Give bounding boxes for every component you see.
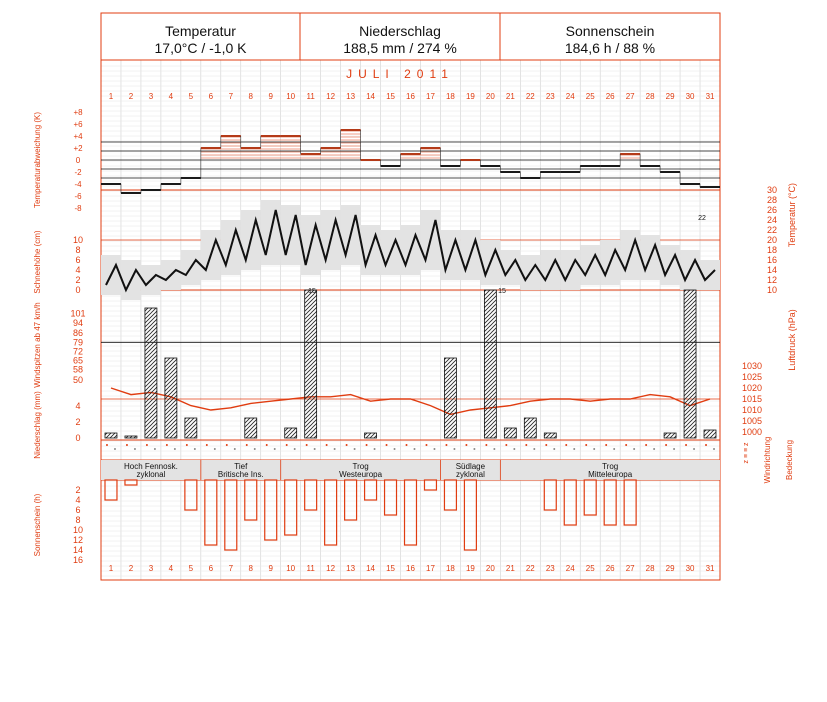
day-label-bottom: 12 <box>326 564 336 573</box>
wind-dot <box>406 444 408 446</box>
gust-tick: 50 <box>72 375 84 385</box>
cloud-dot <box>214 448 216 450</box>
sunshine-value: 184,6 h / 88 % <box>564 40 656 56</box>
temperature-tick: 20 <box>766 235 778 245</box>
temperature-tick: 24 <box>766 215 778 225</box>
cloud-dot <box>254 448 256 450</box>
wind-dot <box>346 444 348 446</box>
wind-dot <box>106 444 108 446</box>
wind-dot <box>166 444 168 446</box>
sunshine-bar <box>424 480 436 490</box>
wind-dot <box>126 444 128 446</box>
precip-tick: 0 <box>75 433 81 443</box>
temperature-label: Temperatur <box>165 23 236 39</box>
sunshine-tick: 4 <box>75 495 81 505</box>
weather-type-line1: Trog <box>352 462 369 471</box>
sunshine-bar <box>604 480 616 525</box>
pressure-tick: 1020 <box>741 383 763 393</box>
snow-tick: 10 <box>72 235 84 245</box>
sunshine-tick: 16 <box>72 555 84 565</box>
cloud-dot <box>533 448 535 450</box>
cloud-dot <box>374 448 376 450</box>
wind-dot <box>366 444 368 446</box>
weather-type-line2: zyklonal <box>136 470 166 479</box>
peak-label: 15 <box>498 288 506 295</box>
anomaly-outline <box>101 130 720 193</box>
weather-type-line2: Westeuropa <box>339 470 383 479</box>
day-label-bottom: 22 <box>525 564 535 573</box>
cloud-dot <box>274 448 276 450</box>
cloud-dot <box>673 448 675 450</box>
precip-bar <box>704 430 716 438</box>
day-label-bottom: 4 <box>168 564 174 573</box>
precip-bar <box>305 290 317 438</box>
snow-axis-label: Schneehöhe (cm) <box>33 230 42 294</box>
snow-tick: 4 <box>75 265 81 275</box>
day-label-bottom: 28 <box>645 564 655 573</box>
sunshine-tick: 2 <box>75 485 81 495</box>
day-label-bottom: 2 <box>128 564 134 573</box>
cloud-dot <box>693 448 695 450</box>
cloud-dot <box>553 448 555 450</box>
temperature-tick: 10 <box>766 285 778 295</box>
day-label-top: 11 <box>306 92 315 101</box>
day-label-top: 18 <box>445 92 455 101</box>
snow-tick: 0 <box>75 285 81 295</box>
wind-dot <box>206 444 208 446</box>
cloud-dot <box>493 448 495 450</box>
anomaly-tick: +2 <box>73 144 83 153</box>
precip-bar <box>684 290 696 438</box>
precip-tick: 2 <box>75 417 81 427</box>
anomaly-tick: -6 <box>74 192 82 201</box>
day-label-top: 15 <box>386 92 395 101</box>
sunshine-bar <box>365 480 377 500</box>
cloud-dot <box>653 448 655 450</box>
day-label-top: 13 <box>346 92 356 101</box>
day-label-top: 20 <box>485 92 495 101</box>
snow-tick: 6 <box>75 255 81 265</box>
cloud-dot <box>394 448 396 450</box>
peak-label: 22 <box>698 215 706 222</box>
day-label-top: 12 <box>326 92 336 101</box>
weather-type-line1: Trog <box>602 462 619 471</box>
sunshine-tick: 14 <box>72 545 84 555</box>
temperature-axis-label: Temperatur (°C) <box>787 182 797 248</box>
day-label-top: 1 <box>108 92 114 101</box>
wind-dot <box>226 444 228 446</box>
cloud-dot <box>633 448 635 450</box>
cloud-dot <box>194 448 196 450</box>
wind-dot <box>565 444 567 446</box>
precip-bar <box>664 433 676 438</box>
wind-dot <box>306 444 308 446</box>
precip-tick: 4 <box>75 401 81 411</box>
precip-bar <box>365 433 377 438</box>
wind-dot <box>645 444 647 446</box>
wind-dot <box>425 444 427 446</box>
sunshine-tick: 12 <box>72 535 84 545</box>
wind-dot <box>186 444 188 446</box>
day-label-bottom: 5 <box>188 564 194 573</box>
snow-tick: 2 <box>75 275 81 285</box>
sunshine-axis-label: Sonnenschein (h) <box>33 493 42 557</box>
sunshine-bar <box>444 480 456 510</box>
weather-type-line1: Hoch Fennosk. <box>124 462 178 471</box>
sunshine-bar <box>325 480 337 545</box>
wind-dot <box>625 444 627 446</box>
wind-dot <box>505 444 507 446</box>
sunshine-bar <box>385 480 397 515</box>
cloud-dot <box>573 448 575 450</box>
sunshine-bar <box>464 480 476 550</box>
wind-dot <box>685 444 687 446</box>
temperature-tick: 16 <box>766 255 778 265</box>
day-label-top: 4 <box>168 92 174 101</box>
wind-dot <box>146 444 148 446</box>
day-label-top: 2 <box>128 92 134 101</box>
sunshine-bar <box>185 480 197 510</box>
cloud-dot <box>593 448 595 450</box>
wind-dot <box>445 444 447 446</box>
wind-dot <box>286 444 288 446</box>
sunshine-bar <box>544 480 556 510</box>
temperature-tick: 22 <box>766 225 778 235</box>
wind-dot <box>266 444 268 446</box>
day-label-top: 31 <box>705 92 715 101</box>
day-label-top: 30 <box>685 92 695 101</box>
day-label-bottom: 26 <box>605 564 615 573</box>
day-label-top: 21 <box>505 92 515 101</box>
wind-dot <box>485 444 487 446</box>
day-label-bottom: 13 <box>346 564 356 573</box>
precip-bar <box>145 308 157 438</box>
weather-type-line2: Britische Ins. <box>217 470 264 479</box>
day-label-bottom: 29 <box>665 564 675 573</box>
precip-bar <box>185 418 197 438</box>
sunshine-bar <box>305 480 317 510</box>
sunshine-bar <box>285 480 297 535</box>
day-label-top: 28 <box>645 92 655 101</box>
day-label-bottom: 31 <box>705 564 715 573</box>
month-title: JULI 2011 <box>346 67 454 81</box>
wind-dot <box>585 444 587 446</box>
temperature-tick: 18 <box>766 245 778 255</box>
sunshine-bar <box>225 480 237 550</box>
pressure-tick: 1025 <box>741 372 763 382</box>
day-label-top: 14 <box>366 92 376 101</box>
day-label-top: 23 <box>545 92 555 101</box>
anomaly-tick: 0 <box>75 156 81 165</box>
peak-label: 15 <box>308 288 316 295</box>
precip-bar <box>444 358 456 438</box>
precipitation-label: Niederschlag <box>359 23 441 39</box>
cloud-dot <box>294 448 296 450</box>
cloud-dot <box>453 448 455 450</box>
precip-bar <box>484 290 496 438</box>
cloud-dot <box>174 448 176 450</box>
day-label-bottom: 3 <box>148 564 154 573</box>
weather-type-line1: Tief <box>234 462 248 471</box>
day-label-bottom: 23 <box>545 564 555 573</box>
cloud-dot <box>314 448 316 450</box>
sunshine-bar <box>584 480 596 515</box>
precip-bar <box>544 433 556 438</box>
day-label-top: 29 <box>665 92 675 101</box>
pressure-tick: 1000 <box>741 427 763 437</box>
cloud-dot <box>334 448 336 450</box>
cloud-dot <box>473 448 475 450</box>
precip-bar <box>285 428 297 438</box>
day-label-bottom: 6 <box>208 564 214 573</box>
precip-axis-label: Niederschlag (mm) <box>33 391 42 459</box>
precip-bar <box>125 436 137 438</box>
sunshine-bar <box>624 480 636 525</box>
day-label-bottom: 30 <box>685 564 695 573</box>
day-label-bottom: 27 <box>625 564 635 573</box>
cloud-dot <box>154 448 156 450</box>
wind-dot <box>545 444 547 446</box>
wind-dot <box>525 444 527 446</box>
cloud-dot <box>114 448 116 450</box>
precip-bar <box>245 418 257 438</box>
weather-type-line2: Mitteleuropa <box>588 470 633 479</box>
day-label-top: 24 <box>565 92 575 101</box>
day-label-top: 9 <box>268 92 273 101</box>
weather-type-line1: Südlage <box>455 462 486 471</box>
pressure-tick: 1030 <box>741 361 763 371</box>
day-label-top: 8 <box>248 92 253 101</box>
day-label-bottom: 18 <box>445 564 455 573</box>
temperature-tick: 28 <box>766 195 778 205</box>
precip-bar <box>504 428 516 438</box>
day-label-top: 6 <box>208 92 214 101</box>
anomaly-tick: -2 <box>74 168 82 177</box>
day-label-top: 7 <box>228 92 234 101</box>
wind-dot <box>665 444 667 446</box>
gust-tick: 86 <box>72 328 84 339</box>
day-label-bottom: 20 <box>485 564 495 573</box>
gust-axis-label: Windspitzen ab 47 km/h <box>33 302 42 388</box>
sunshine-bar <box>205 480 217 545</box>
wind-axis-label: Windrichtung <box>763 436 772 484</box>
precip-bar <box>165 358 177 438</box>
anomaly-tick: +8 <box>73 108 83 117</box>
cloud-dot <box>414 448 416 450</box>
precipitation-value: 188,5 mm / 274 % <box>343 40 457 56</box>
day-label-top: 17 <box>426 92 435 101</box>
wind-dot <box>465 444 467 446</box>
day-label-bottom: 11 <box>306 564 315 573</box>
anomaly-axis-label: Temperaturabweichung (K) <box>33 111 42 209</box>
wind-dot <box>705 444 707 446</box>
sunshine-tick: 8 <box>75 515 81 525</box>
day-label-bottom: 8 <box>248 564 253 573</box>
temperature-tick: 12 <box>766 275 778 285</box>
weather-type-line2: zyklonal <box>455 470 485 479</box>
day-label-top: 16 <box>406 92 415 101</box>
gust-tick: 94 <box>72 317 84 328</box>
wind-dot <box>246 444 248 446</box>
day-label-bottom: 15 <box>386 564 395 573</box>
day-label-top: 22 <box>525 92 535 101</box>
anomaly-tick: -8 <box>74 204 82 213</box>
day-label-bottom: 14 <box>366 564 376 573</box>
day-label-top: 10 <box>286 92 296 101</box>
day-label-bottom: 9 <box>268 564 273 573</box>
cloud-dot <box>433 448 435 450</box>
gust-tick: 101 <box>70 308 86 319</box>
cloud-axis-label: Bedeckung <box>785 439 794 481</box>
day-label-bottom: 21 <box>505 564 515 573</box>
day-label-top: 27 <box>625 92 635 101</box>
wind-dot <box>386 444 388 446</box>
pressure-axis-label: Luftdruck (hPa) <box>787 309 797 371</box>
pressure-tick: 1005 <box>741 416 763 426</box>
sunshine-bar <box>105 480 117 500</box>
day-label-bottom: 24 <box>565 564 575 573</box>
day-label-top: 26 <box>605 92 615 101</box>
precip-bar <box>105 433 117 438</box>
sunshine-label: Sonnenschein <box>565 23 655 39</box>
wind-dir-ticks: z ≡ ≡ z <box>743 442 750 464</box>
sunshine-bar <box>564 480 576 525</box>
cloud-dot <box>134 448 136 450</box>
anomaly-tick: +6 <box>73 120 83 129</box>
day-label-bottom: 25 <box>585 564 595 573</box>
day-label-bottom: 7 <box>228 564 234 573</box>
cloud-dot <box>613 448 615 450</box>
pressure-tick: 1010 <box>741 405 763 415</box>
snow-tick: 8 <box>75 245 81 255</box>
wind-dot <box>605 444 607 446</box>
cloud-dot <box>513 448 515 450</box>
gust-tick: 65 <box>72 355 84 366</box>
cloud-dot <box>713 448 715 450</box>
day-label-bottom: 1 <box>108 564 114 573</box>
sunshine-bar <box>405 480 417 545</box>
anomaly-tick: -4 <box>74 180 82 189</box>
gust-tick: 72 <box>72 346 84 357</box>
sunshine-tick: 10 <box>72 525 84 535</box>
day-label-bottom: 17 <box>426 564 435 573</box>
day-label-top: 3 <box>148 92 154 101</box>
wind-dot <box>326 444 328 446</box>
day-label-bottom: 10 <box>286 564 296 573</box>
day-label-top: 5 <box>188 92 194 101</box>
cloud-dot <box>354 448 356 450</box>
day-label-top: 19 <box>465 92 475 101</box>
anomaly-tick: +4 <box>73 132 83 141</box>
cloud-dot <box>234 448 236 450</box>
temperature-tick: 30 <box>766 185 778 195</box>
day-label-bottom: 19 <box>465 564 475 573</box>
temperature-tick: 14 <box>766 265 778 275</box>
pressure-tick: 1015 <box>741 394 763 404</box>
gust-tick: 58 <box>72 364 84 375</box>
sunshine-tick: 6 <box>75 505 81 515</box>
temperature-tick: 26 <box>766 205 778 215</box>
day-label-bottom: 16 <box>406 564 415 573</box>
gust-tick: 79 <box>72 337 84 348</box>
day-label-top: 25 <box>585 92 595 101</box>
precip-bar <box>524 418 536 438</box>
temperature-value: 17,0°C / -1,0 K <box>154 40 247 56</box>
